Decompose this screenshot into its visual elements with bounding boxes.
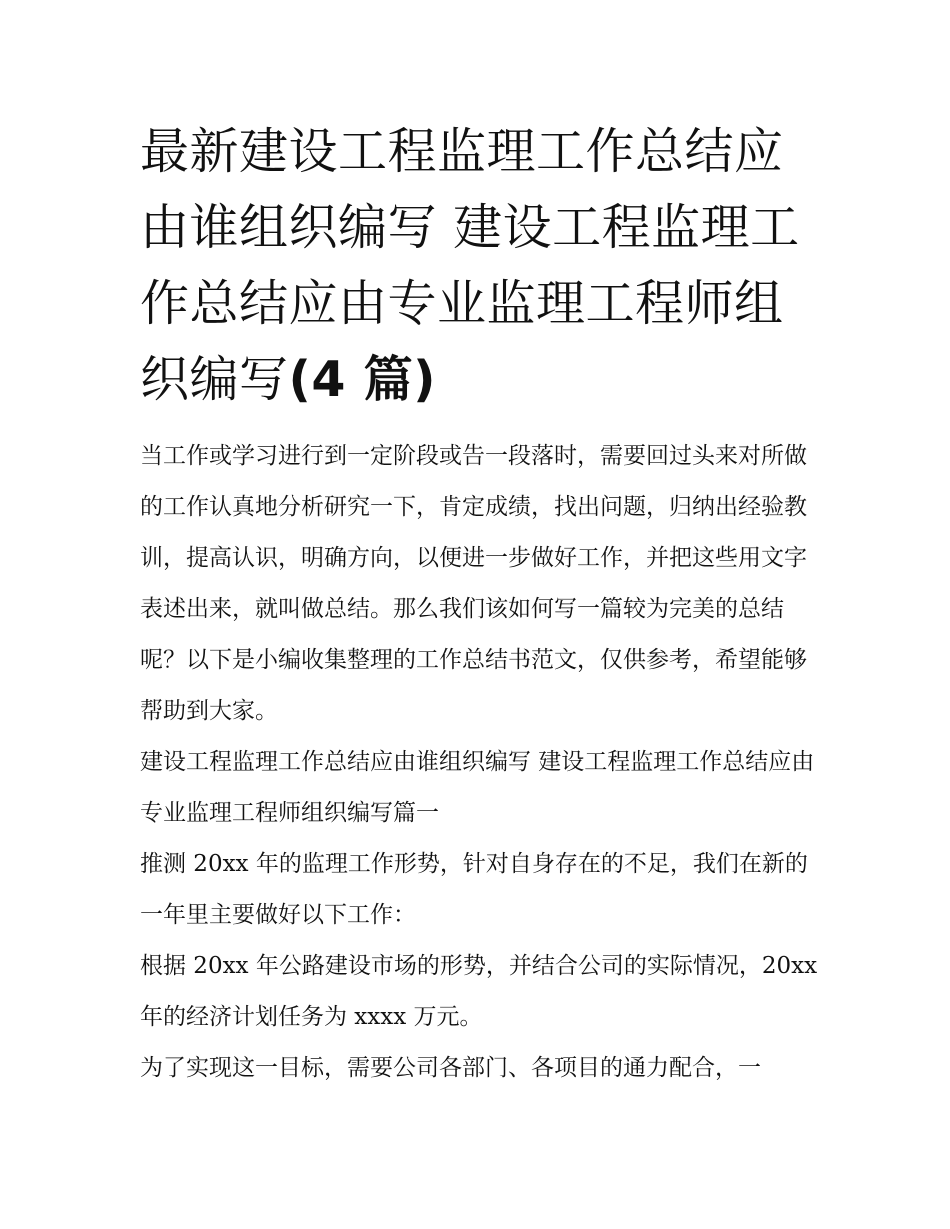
- section-heading: 建设工程监理工作总结应由谁组织编写 建设工程监理工作总结应由专业监理工程师组织编写篇一: [140, 749, 815, 826]
- title-article-count: (4 篇): [288, 351, 436, 408]
- forecast-paragraph: 推测 20xx 年的监理工作形势，针对自身存在的不足，我们在新的一年里主要做好以下工作：: [140, 851, 808, 928]
- plan-paragraph: 根据 20xx 年公路建设市场的形势，并结合公司的实际情况，20xx 年的经济计划任务为 xxxx 万元。: [140, 953, 818, 1030]
- goal-paragraph: 为了实现这一目标，需要公司各部门、各项目的通力配合，一: [140, 1055, 761, 1081]
- intro-paragraph: 当工作或学习进行到一定阶段或告一段落时，需要回过头来对所做的工作认真地分析研究一下，肯定成绩，找出问题，归纳出经验教训，提高认识，明确方向，以便进一步做好工作，并把这些用文字表述出来，就叫做总结。那么我们该如何写一篇较为完美的总结呢？以下是小编收集整理的工作总结书范文，仅供参考，希望能够帮助到大家。: [140, 443, 807, 724]
- document-title: [140, 114, 820, 418]
- title-main-text: 最新建设工程监理工作总结应由谁组织编写 建设工程监理工作总结应由专业监理工程师组织编写: [140, 123, 800, 408]
